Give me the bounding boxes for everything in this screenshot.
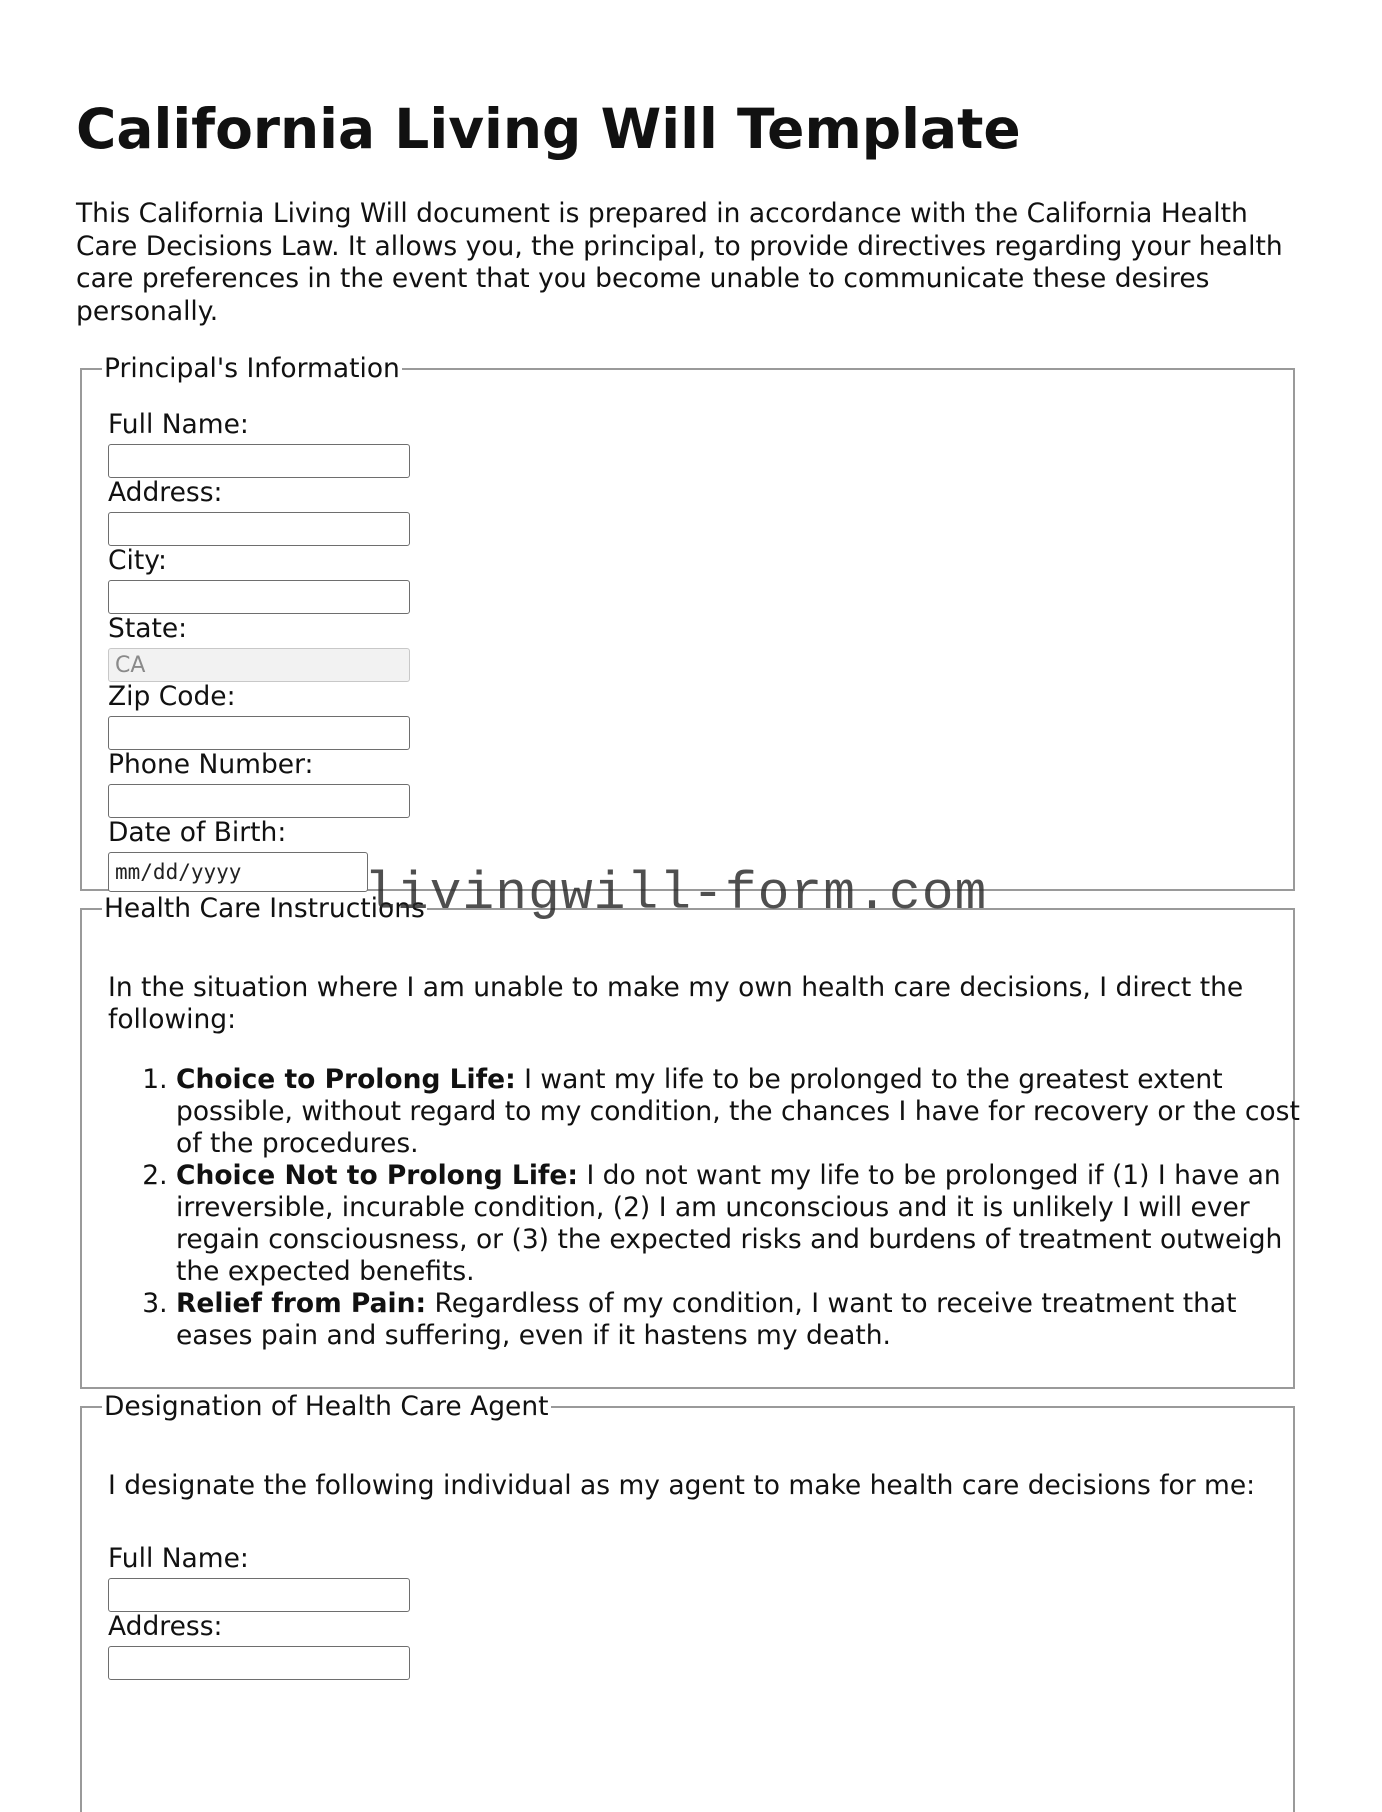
principal-zip-label: Zip Code: — [108, 681, 236, 712]
principal-full-name-label: Full Name: — [108, 409, 249, 440]
principal-phone-label: Phone Number: — [108, 749, 314, 780]
principal-address-label: Address: — [108, 477, 223, 508]
choice-item — [176, 1064, 1310, 1160]
choice-text: I want my life to be prolonged to the greatest extent possible, without regard to my condition, the chances I have for recovery or the cost of the procedures. — [176, 1064, 1300, 1159]
instructions-choice-list — [108, 1064, 1310, 1352]
principal-full-name-input[interactable] — [108, 444, 410, 478]
principal-info-legend: Principal's Information — [104, 353, 400, 384]
intro-paragraph: This California Living Will document is prepared in accordance with the California Health Care Decisions Law. It allows you, the principal, to provide directives regarding your health care preferences in the event that you become unable to communicate these desires personally. — [76, 198, 1283, 327]
choice-text: Regardless of my condition, I want to receive treatment that eases pain and suffering, even if it hastens my death. — [176, 1288, 1237, 1351]
choice-item — [176, 1160, 1310, 1288]
agent-full-name-label: Full Name: — [108, 1543, 249, 1574]
agent-lead-text: I designate the following individual as my agent to make health care decisions for me: — [108, 1470, 1256, 1501]
watermark-text: livingwill-form.com — [364, 864, 988, 924]
agent-full-name-input[interactable] — [108, 1578, 410, 1612]
page-title: California Living Will Template — [76, 97, 1021, 161]
principal-dob-input[interactable] — [108, 852, 368, 892]
principal-phone-input[interactable] — [108, 784, 410, 818]
choice-title: Relief from Pain: — [176, 1288, 427, 1319]
choice-title: Choice Not to Prolong Life: — [176, 1160, 579, 1191]
choice-item — [176, 1288, 1310, 1352]
agent-address-label: Address: — [108, 1611, 223, 1642]
principal-address-input[interactable] — [108, 512, 410, 546]
principal-state-input[interactable] — [108, 648, 410, 682]
health-care-instructions-legend: Health Care Instructions — [104, 893, 425, 924]
health-care-instructions-section — [80, 893, 1300, 1389]
choice-text: I do not want my life to be prolonged if (1) I have an irreversible, incurable condition, (2) I am unconscious and it is unlikely I will ever regain consciousness, or (3) the expected risks and burdens of treatment outweigh the expected benefits. — [176, 1160, 1283, 1287]
principal-city-label: City: — [108, 545, 167, 576]
health-care-agent-legend: Designation of Health Care Agent — [104, 1391, 549, 1422]
principal-zip-input[interactable] — [108, 716, 410, 750]
principal-state-label: State: — [108, 613, 188, 644]
principal-info-section — [80, 354, 1295, 891]
instructions-lead-text: In the situation where I am unable to make my own health care decisions, I direct the following: — [108, 972, 1244, 1035]
choice-title: Choice to Prolong Life: — [176, 1064, 516, 1095]
agent-address-input[interactable] — [108, 1646, 410, 1680]
health-care-agent-section — [80, 1392, 1295, 1812]
principal-city-input[interactable] — [108, 580, 410, 614]
principal-dob-label: Date of Birth: — [108, 817, 287, 848]
